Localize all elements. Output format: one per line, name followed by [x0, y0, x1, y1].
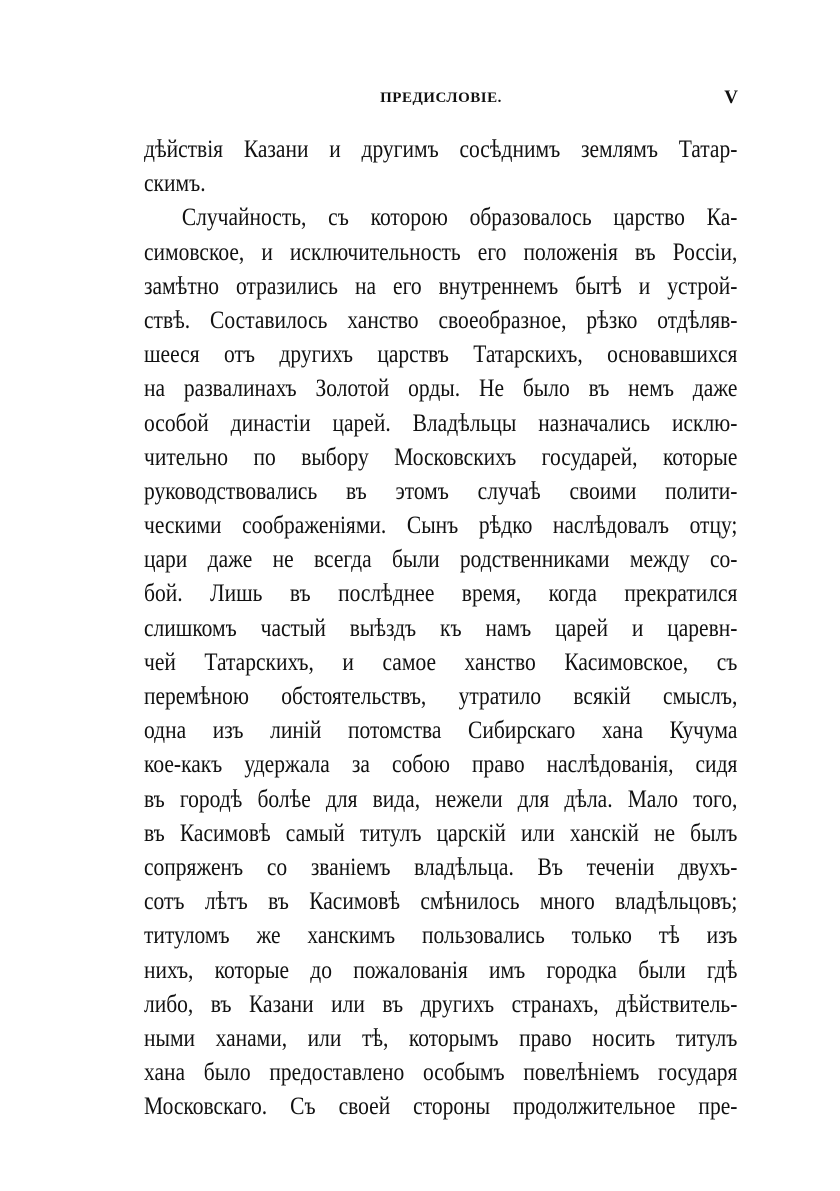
text-line: кое-какъ удержала за собою право наслѣдованія, сидя: [144, 751, 738, 779]
text-line: сотъ лѣтъ въ Касимовѣ смѣнилось много владѣльцовъ;: [144, 888, 738, 916]
text-line: Случайность, съ которою образовалось царство Ка-: [181, 204, 738, 232]
text-line: либо, въ Казани или въ другихъ странахъ, дѣйствитель-: [144, 990, 738, 1018]
text-line: ческими соображеніями. Сынъ рѣдко наслѣдовалъ отцу;: [144, 512, 738, 540]
text-line: цари даже не всегда были родственниками между со-: [144, 546, 738, 574]
text-line: шееся отъ другихъ царствъ Татарскихъ, основавшихся: [144, 341, 738, 369]
text-line: чей Татарскихъ, и самое ханство Касимовское, съ: [144, 648, 738, 676]
text-line: одна изъ линій потомства Сибирскаго хана Кучума: [144, 717, 738, 745]
text-line: Московскаго. Съ своей стороны продолжительное пре-: [144, 1093, 738, 1121]
text-line: скимъ.: [144, 170, 206, 198]
text-line: замѣтно отразились на его внутреннемъ бытѣ и устрой-: [144, 272, 738, 300]
text-line: перемѣною обстоятельствъ, утратило всякій смыслъ,: [144, 683, 738, 710]
text-line: дѣйствія Казани и другимъ сосѣднимъ землямъ Татар-: [144, 136, 738, 163]
text-line: нихъ, которые до пожалованія имъ городка были гдѣ: [144, 956, 738, 984]
body-text: [144, 133, 738, 1124]
text-line: сопряженъ со званіемъ владѣльца. Въ теченіи двухъ-: [144, 853, 738, 881]
text-line: слишкомъ частый выѣздъ къ намъ царей и царевн-: [144, 614, 738, 642]
text-line: въ городѣ болѣе для вида, нежели для дѣла. Мало того,: [144, 785, 738, 813]
text-line: ствѣ. Составилось ханство своеобразное, рѣзко отдѣляв-: [144, 306, 738, 334]
running-head: [144, 86, 738, 110]
text-line: симовское, и исключительность его положенія въ Россіи,: [144, 238, 738, 266]
text-line: титуломъ же ханскимъ пользовались только тѣ изъ: [144, 922, 738, 950]
text-line: ными ханами, или тѣ, которымъ право носить титулъ: [144, 1024, 738, 1052]
text-line: особой династіи царей. Владѣльцы назначались исклю-: [144, 409, 738, 437]
running-title: ПРЕДИСЛОВІЕ.: [380, 90, 502, 106]
text-line: чительно по выбору Московскихъ государей, которые: [144, 443, 738, 471]
text-line: на развалинахъ Золотой орды. Не было въ немъ даже: [144, 375, 738, 403]
text-line: руководствовались въ этомъ случаѣ своими полити-: [144, 477, 738, 505]
text-line: въ Касимовѣ самый титулъ царскій или ханскій не былъ: [144, 819, 738, 847]
text-line: хана было предоставлено особымъ повелѣніемъ государя: [144, 1059, 738, 1087]
text-line: бой. Лишь въ послѣднее время, когда прекратился: [144, 580, 738, 608]
page-number: V: [724, 87, 738, 108]
